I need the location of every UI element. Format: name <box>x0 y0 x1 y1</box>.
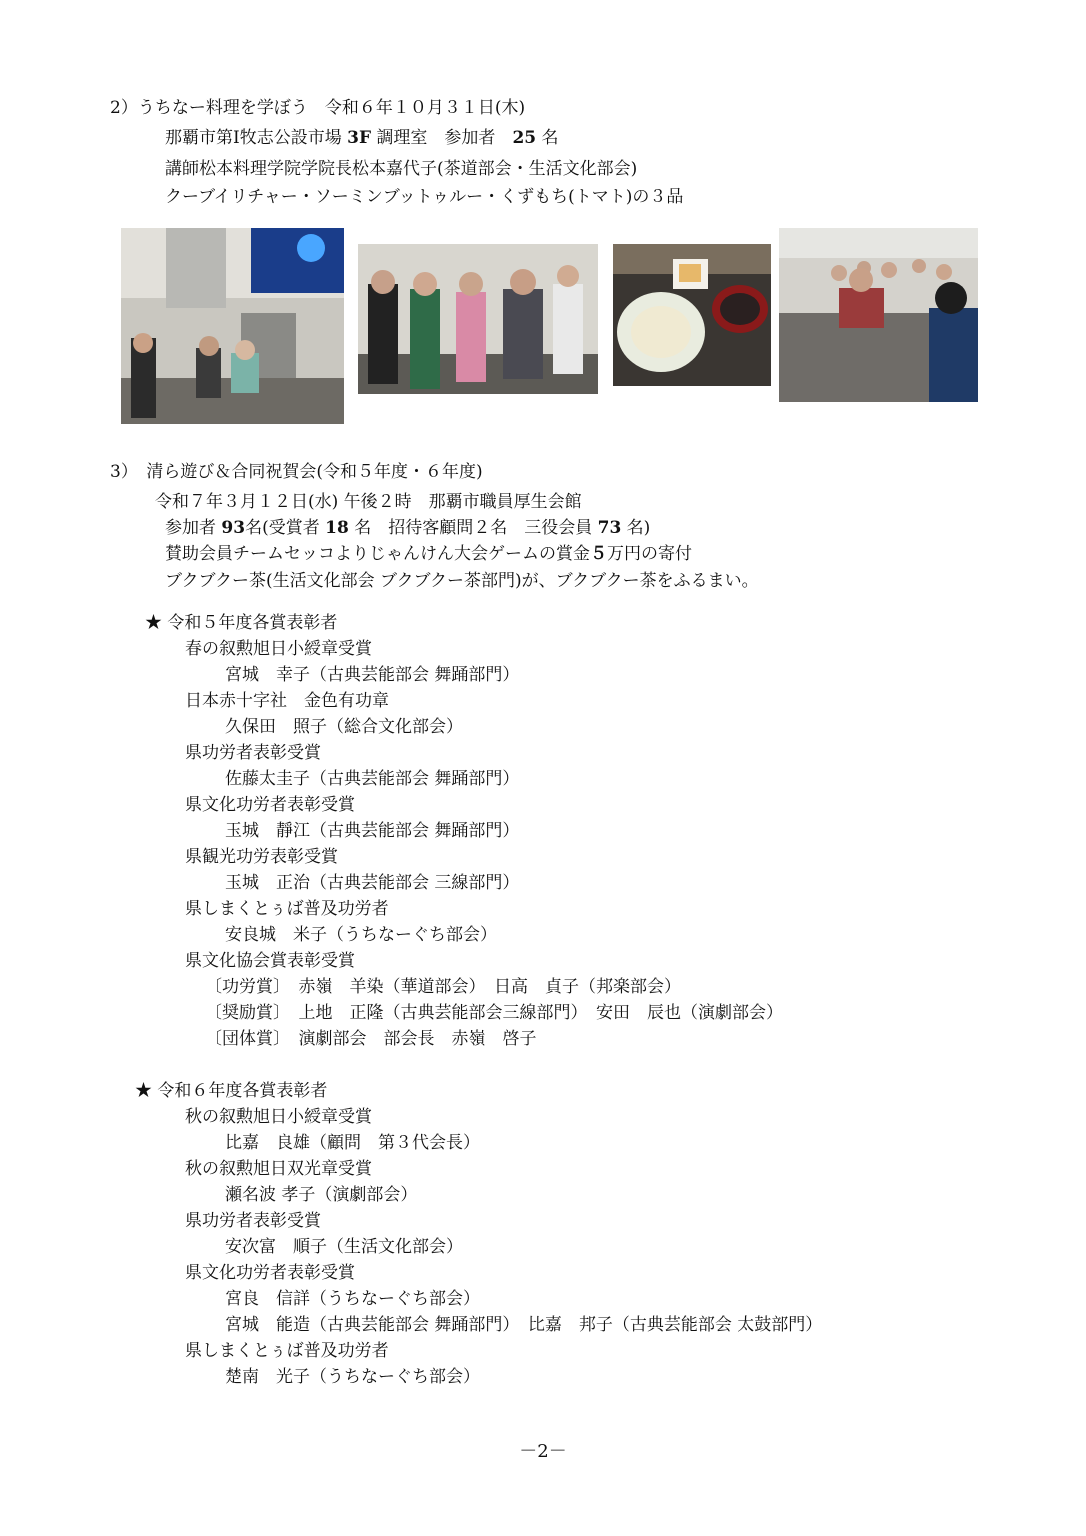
section3-tea: ブクブクー茶(生活文化部会 ブクブクー茶部門)が、ブクブクー茶をふるまい。 <box>165 571 759 591</box>
attendees-awardee-label: 名(受賞者 <box>245 518 326 538</box>
r5-recipient: 佐藤太圭子（古典芸能部会 舞踊部門） <box>225 769 520 789</box>
section2-instructor: 講師松本料理学院学院長松本嘉代子(茶道部会・生活文化部会) <box>165 159 638 179</box>
r6-recipient: 宮良 信詳（うちなーぐち部会） <box>225 1289 480 1309</box>
donation-unit: 万円の寄付 <box>607 544 692 564</box>
attendees-label: 参加者 <box>165 518 222 538</box>
r5-recipient: 玉城 正治（古典芸能部会 三線部門） <box>225 873 520 893</box>
section2-venue <box>165 127 559 149</box>
r6-heading: ★ 令和６年度各賞表彰者 <box>135 1081 328 1101</box>
r6-recipient: 瀬名波 孝子（演劇部会） <box>225 1185 418 1205</box>
attendees-close: 名) <box>621 518 651 538</box>
r5-award-title: 県観光功労表彰受賞 <box>185 847 338 867</box>
r6-award-title: 秋の叙勲旭日小綬章受賞 <box>185 1107 372 1127</box>
r5-award-title: 県功労者表彰受賞 <box>185 743 321 763</box>
r5-award-title: 県文化協会賞表彰受賞 <box>185 951 355 971</box>
attendees-total: 93 <box>221 518 246 538</box>
r6-recipient: 宮城 能造（古典芸能部会 舞踊部門） 比嘉 邦子（古典芸能部会 太鼓部門） <box>225 1315 823 1335</box>
r6-recipient: 比嘉 良雄（顧問 第３代会長） <box>225 1133 480 1153</box>
r6-award-title: 県しまくとぅば普及功労者 <box>185 1341 389 1361</box>
participant-count: 25 <box>512 128 537 148</box>
r5-recipient: 〔団体賞〕 演劇部会 部会長 赤嶺 啓子 <box>205 1029 537 1049</box>
r5-award-title: 日本赤十字社 金色有功章 <box>185 691 389 711</box>
r6-award-title: 県文化功労者表彰受賞 <box>185 1263 355 1283</box>
r6-award-title: 県功労者表彰受賞 <box>185 1211 321 1231</box>
r5-award-title: 県文化功労者表彰受賞 <box>185 795 355 815</box>
photo-dishes <box>613 244 771 386</box>
photo-group-preparing <box>358 244 598 394</box>
page-number: －2－ <box>519 1441 567 1462</box>
section2-heading: 2）うちなー料理を学ぼう 令和６年１０月３１日(木) <box>110 98 526 118</box>
section3-heading: 3） 清ら遊び＆合同祝賀会(令和５年度・６年度) <box>110 462 483 482</box>
r5-recipient: 宮城 幸子（古典芸能部会 舞踊部門） <box>225 665 520 685</box>
section3-donation <box>165 543 692 565</box>
r5-recipient: 久保田 照子（総合文化部会） <box>225 717 463 737</box>
attendees-members: 73 <box>597 518 622 538</box>
r5-award-title: 春の叙勲旭日小綬章受賞 <box>185 639 372 659</box>
r6-recipient: 安次富 順子（生活文化部会） <box>225 1237 463 1257</box>
r5-recipient: 玉城 靜江（古典芸能部会 舞踊部門） <box>225 821 520 841</box>
attendees-awardees: 18 <box>325 518 349 538</box>
section3-attendees <box>165 517 650 539</box>
r6-award-title: 秋の叙勲旭日双光章受賞 <box>185 1159 372 1179</box>
r5-recipient: 〔奨励賞〕 上地 正隆（古典芸能部会三線部門） 安田 辰也（演劇部会） <box>205 1003 783 1023</box>
photo-kitchen-cooking <box>121 228 344 424</box>
venue-floor: 3F <box>347 128 372 148</box>
r5-award-title: 県しまくとぅば普及功労者 <box>185 899 389 919</box>
section3-datetime: 令和７年３月１２日(水) 午後２時 那覇市職員厚生会館 <box>155 492 582 512</box>
r5-recipient: 〔功労賞〕 赤嶺 羊染（華道部会） 日高 貞子（邦楽部会） <box>205 977 681 997</box>
participant-unit: 名 <box>541 128 559 148</box>
donation-text: 賛助会員チームセッコよりじゃんけん大会ゲームの賞金 <box>165 544 590 564</box>
section2-menu: クーブイリチャー・ソーミンブットゥルー・くずもち(トマト)の３品 <box>165 187 684 207</box>
r6-recipient: 楚南 光子（うちなーぐち部会） <box>225 1367 480 1387</box>
r5-recipient: 安良城 米子（うちなーぐち部会） <box>225 925 497 945</box>
r5-heading: ★ 令和５年度各賞表彰者 <box>145 613 338 633</box>
donation-amount: ５ <box>590 544 607 564</box>
photo-dining-hall <box>779 228 978 402</box>
attendees-guest-label: 名 招待客顧問２名 三役会員 <box>348 518 598 538</box>
venue-name: 那覇市第Ⅰ牧志公設市場 <box>165 128 342 148</box>
venue-room: 調理室 参加者 <box>376 128 513 148</box>
